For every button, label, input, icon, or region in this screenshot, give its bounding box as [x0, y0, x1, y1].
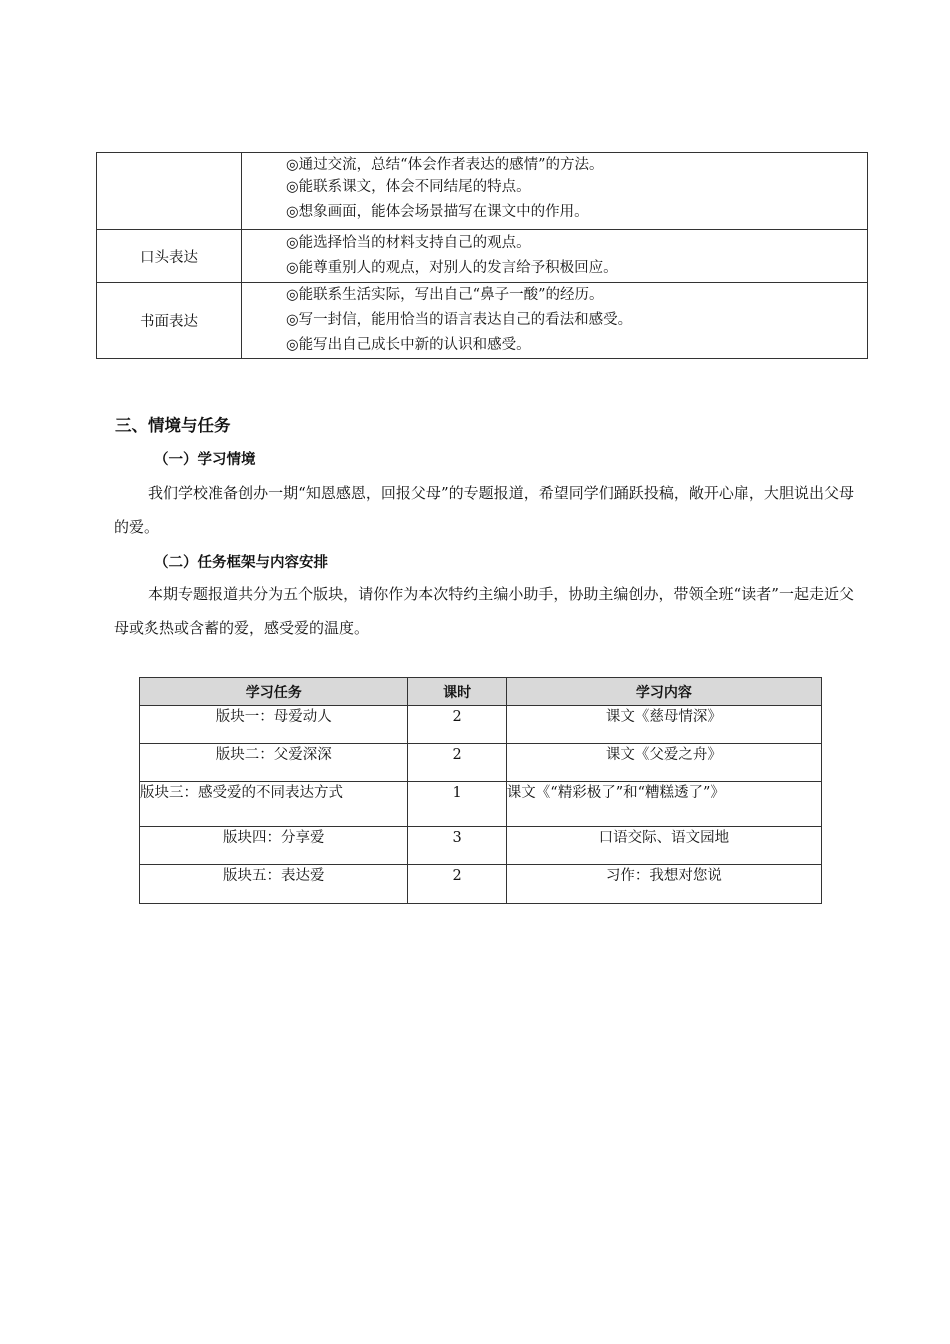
table-row	[140, 865, 822, 904]
goals-category: 口头表达	[97, 230, 242, 283]
task-cell: 版块五：表达爱	[140, 865, 408, 904]
goals-row-reading	[97, 153, 868, 230]
hours-cell: 3	[408, 827, 506, 865]
subsection-title: （二）任务框架与内容安排	[154, 555, 328, 571]
goal-item: ◎能写出自己成长中新的认识和感受。	[286, 337, 531, 353]
hours-cell: 1	[408, 782, 506, 827]
content-cell: 课文《慈母情深》	[506, 706, 821, 744]
learning-goals-table	[96, 152, 868, 359]
task-cell: 版块三：感受爱的不同表达方式	[140, 782, 408, 827]
table-row	[140, 827, 822, 865]
hours-cell: 2	[408, 706, 506, 744]
header-content: 学习内容	[506, 678, 821, 706]
task-cell: 版块四：分享爱	[140, 827, 408, 865]
header-task: 学习任务	[140, 678, 408, 706]
content-cell: 课文《父爱之舟》	[506, 744, 821, 782]
content-cell: 口语交际、语文园地	[506, 827, 821, 865]
goals-items	[242, 153, 868, 230]
table-row	[140, 782, 822, 827]
subsection-title: （一）学习情境	[154, 452, 256, 468]
task-schedule-table	[139, 677, 822, 904]
hours-cell: 2	[408, 865, 506, 904]
task-cell: 版块一：母爱动人	[140, 706, 408, 744]
task-table-header	[140, 678, 822, 706]
content-cell: 课文《“精彩极了”和“糟糕透了”》	[506, 782, 821, 827]
goal-item: ◎能选择恰当的材料支持自己的观点。	[286, 235, 531, 251]
goals-category: 书面表达	[97, 283, 242, 359]
goal-item: ◎能联系生活实际，写出自己“鼻子一酸”的经历。	[286, 287, 604, 303]
table-row	[140, 706, 822, 744]
section-title: 三、情境与任务	[115, 416, 231, 435]
goals-category	[97, 153, 242, 230]
goals-items	[242, 283, 868, 359]
goal-item: ◎通过交流，总结“体会作者表达的感情”的方法。	[286, 156, 604, 173]
goal-item: ◎能联系课文，体会不同结尾的特点。	[286, 178, 531, 195]
hours-cell: 2	[408, 744, 506, 782]
task-framework-paragraph: 本期专题报道共分为五个版块，请你作为本次特约主编小助手，协助主编创办，带领全班“读者”一起走近父母或炙热或含蓄的爱，感受爱的温度。	[114, 585, 854, 637]
goal-item: ◎写一封信，能用恰当的语言表达自己的看法和感受。	[286, 312, 633, 328]
content-cell: 习作：我想对您说	[506, 865, 821, 904]
goal-item: ◎想象画面，能体会场景描写在课文中的作用。	[286, 203, 589, 220]
goals-row-written	[97, 283, 868, 359]
learning-context-paragraph: 我们学校准备创办一期“知恩感恩，回报父母”的专题报道，希望同学们踊跃投稿，敞开心扉，大胆说出父母的爱。	[114, 484, 854, 536]
table-row	[140, 744, 822, 782]
goals-items	[242, 230, 868, 283]
task-cell: 版块二：父爱深深	[140, 744, 408, 782]
goals-row-oral	[97, 230, 868, 283]
header-hours: 课时	[408, 678, 506, 706]
goal-item: ◎能尊重别人的观点，对别人的发言给予积极回应。	[286, 260, 618, 276]
